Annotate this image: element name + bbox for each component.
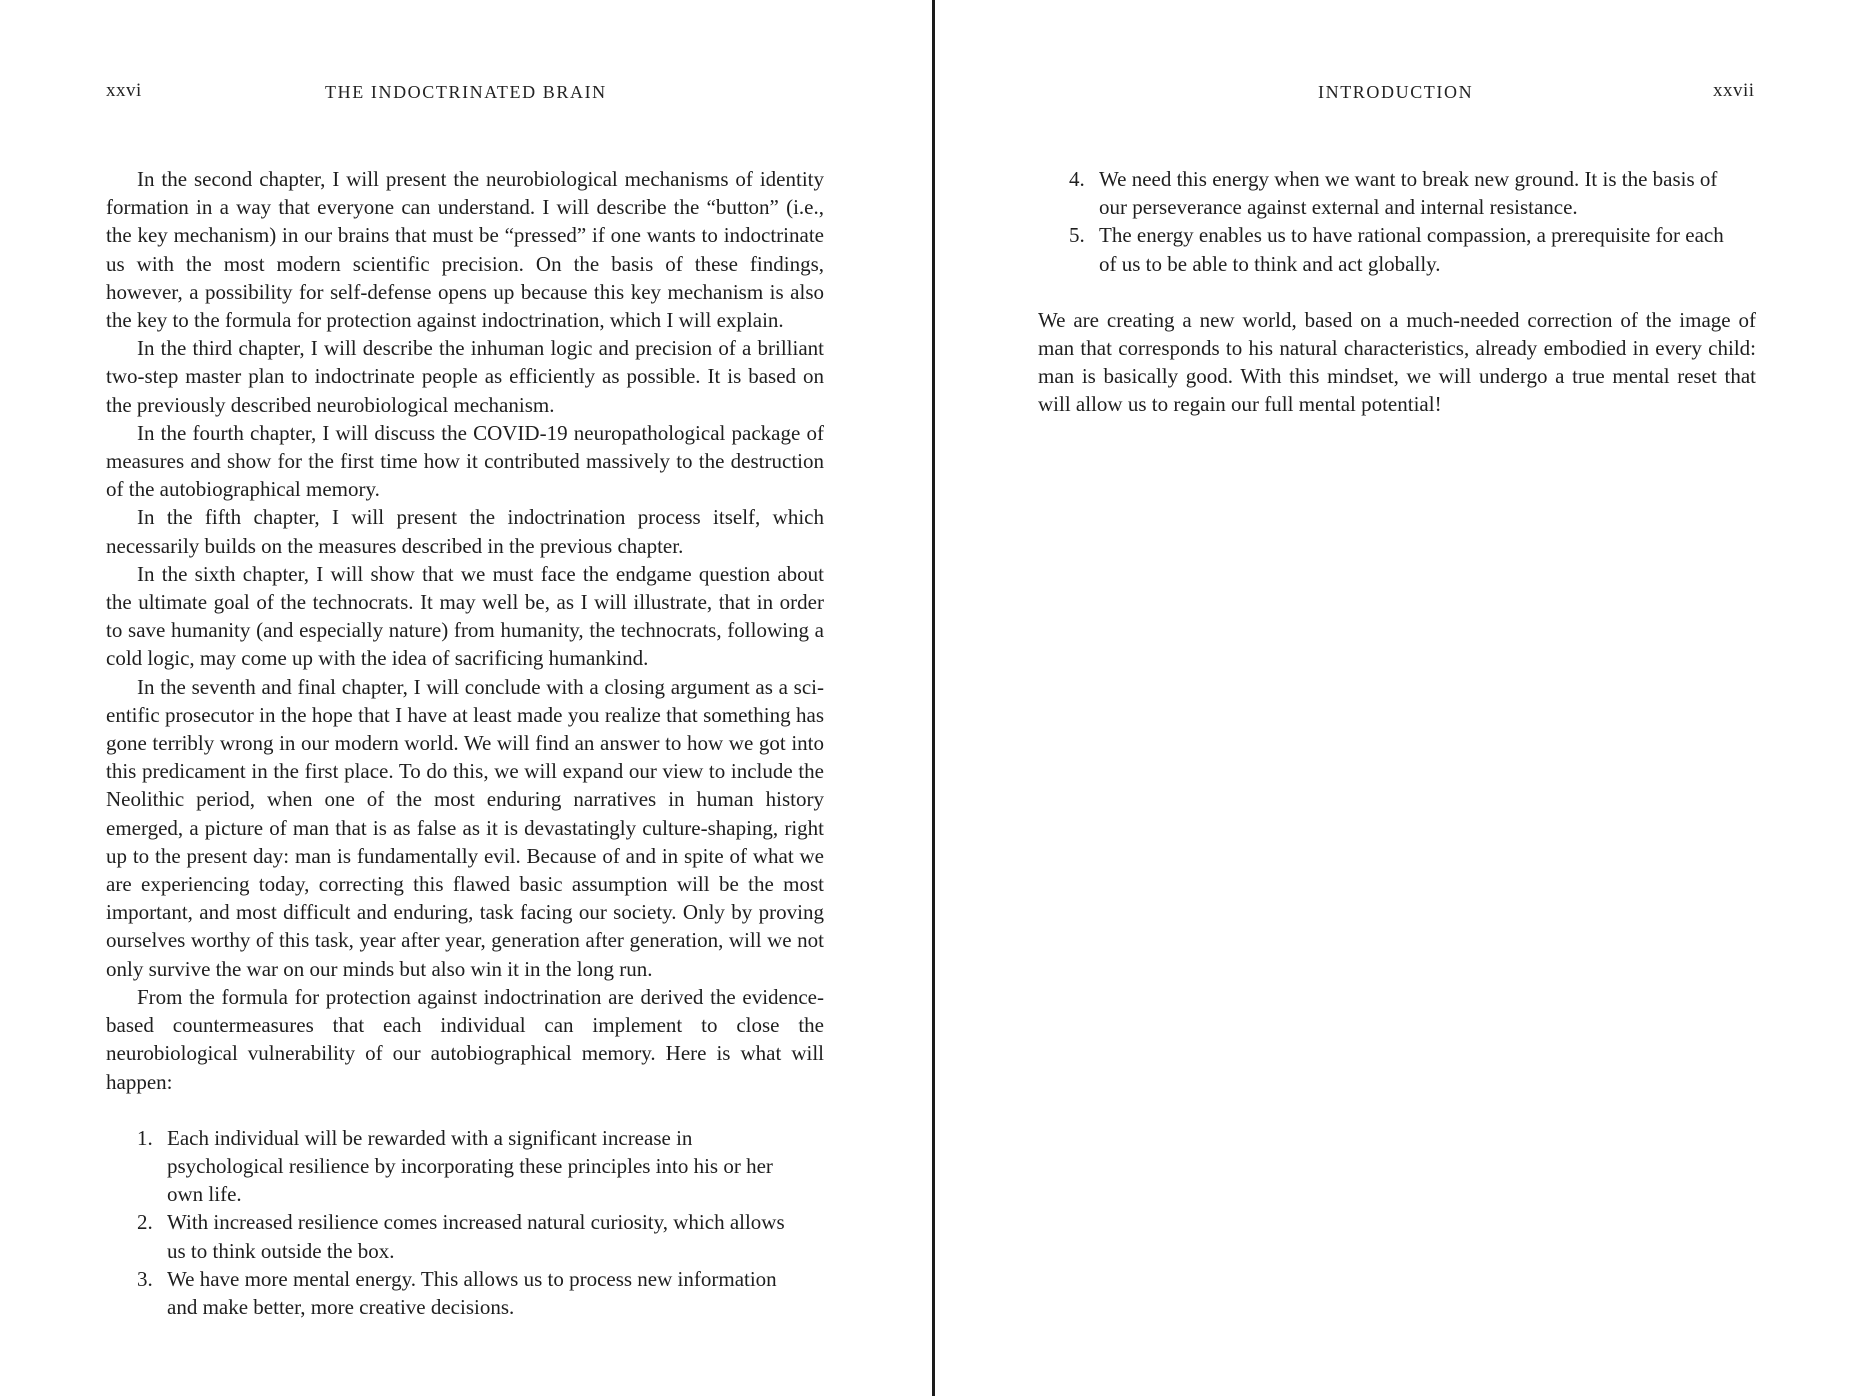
list-item <box>106 1124 824 1209</box>
list-number: 2. <box>137 1210 153 1235</box>
page-number: xxvii <box>1713 80 1755 101</box>
running-head: INTRODUCTION <box>1318 82 1474 102</box>
paragraph: In the second chapter, I will present the neurobiological mechanisms of identity formation in a way that everyone can understand. I will describe the “button” (i.e., the key mechanism) in our brains that must be “pressed” if one wants to indoctrinate us with the most modern scientific precision. On the basis of these findings, however, a possibility for self-defense opens up because this key mechanism is also the key to the formula for protection against indoctrination, which I will explain. <box>106 167 824 333</box>
paragraph: In the fourth chapter, I will discuss the COVID-19 neuropathological package of measures and show for the first time how it contributed massively to the destruction of the autobiographical memory. <box>106 420 824 502</box>
numbered-list <box>1038 165 1756 278</box>
list-text: Each individual will be rewarded with a significant increase in psychological resilience by incorporating these principles into his or her own life. <box>167 1125 773 1207</box>
list-text: We need this energy when we want to break new ground. It is the basis of our perseverance against external and internal resistance. <box>1099 167 1718 220</box>
list-text: We have more mental energy. This allows us to process new information and make better, more creative decisions. <box>167 1266 777 1319</box>
list-text: With increased resilience comes increased natural curiosity, which allows us to think outside the box. <box>167 1210 785 1263</box>
paragraph: In the seventh and final chapter, I will conclude with a closing argument as a scientific prosecutor in the hope that I have at least made you realize that something has gone terribly wrong in our modern world. We will find an answer to how we got into this predicament in the first place. To do this, we will expand our view to include the Neolithic period, when one of the most enduring narratives in human history emerged, a picture of man that is as false as it is devastatingly culture-shaping, right up to the present day: man is fundamentally evil. Because of and in spite of what we are experiencing today, correcting this flawed basic assumption will be the most important, and most difficult and enduring, task facing our society. Only by proving ourselves worthy of this task, year after year, generation after generation, will we not only survive the war on our minds but also win it in the long run. <box>106 674 824 981</box>
paragraph: We are creating a new world, based on a much-needed correction of the image of man that corresponds to his natural characteristics, already embodied in every child: man is basically good. With this mindset, we will undergo a true mental reset that will allow us to regain our full mental potential! <box>1038 307 1756 417</box>
list-number: 4. <box>1069 167 1085 191</box>
list-item <box>1038 165 1756 221</box>
paragraph: In the fifth chapter, I will present the indoctrination process itself, which necessarily builds on the measures described in the previous chapter. <box>106 505 824 558</box>
list-number: 1. <box>137 1125 153 1150</box>
list-item <box>106 1208 824 1264</box>
page-number: xxvi <box>106 80 142 101</box>
paragraph: From the formula for protection against indoctrination are derived the evidence-based countermeasures that each individual can implement to close the neurobiological vulnerability of our autobiographical memory. Here is what will happen: <box>106 984 824 1094</box>
running-head: THE INDOCTRINATED BRAIN <box>325 82 607 102</box>
paragraph: In the third chapter, I will describe the inhuman logic and precision of a brilliant two-step master plan to indoctrinate people as efficiently as possible. It is based on the previously described neurobiological mechanism. <box>106 336 824 417</box>
list-number: 5. <box>1069 223 1085 248</box>
list-number: 3. <box>137 1266 153 1291</box>
body-text <box>106 165 824 1321</box>
list-item <box>1038 221 1756 277</box>
numbered-list <box>106 1124 824 1321</box>
body-text <box>1038 165 1756 419</box>
list-text: The energy enables us to have rational compassion, a prerequisite for each of us to be able to think and act globally. <box>1099 223 1724 276</box>
paragraph: In the sixth chapter, I will show that we must face the endgame question about the ultimate goal of the technocrats. It may well be, as I will illustrate, that in order to save humanity (and especially nature) from humanity, the technocrats, following a cold logic, may come up with the idea of sacrificing humankind. <box>106 561 824 671</box>
list-item <box>106 1265 824 1321</box>
right-page <box>935 0 1862 1396</box>
